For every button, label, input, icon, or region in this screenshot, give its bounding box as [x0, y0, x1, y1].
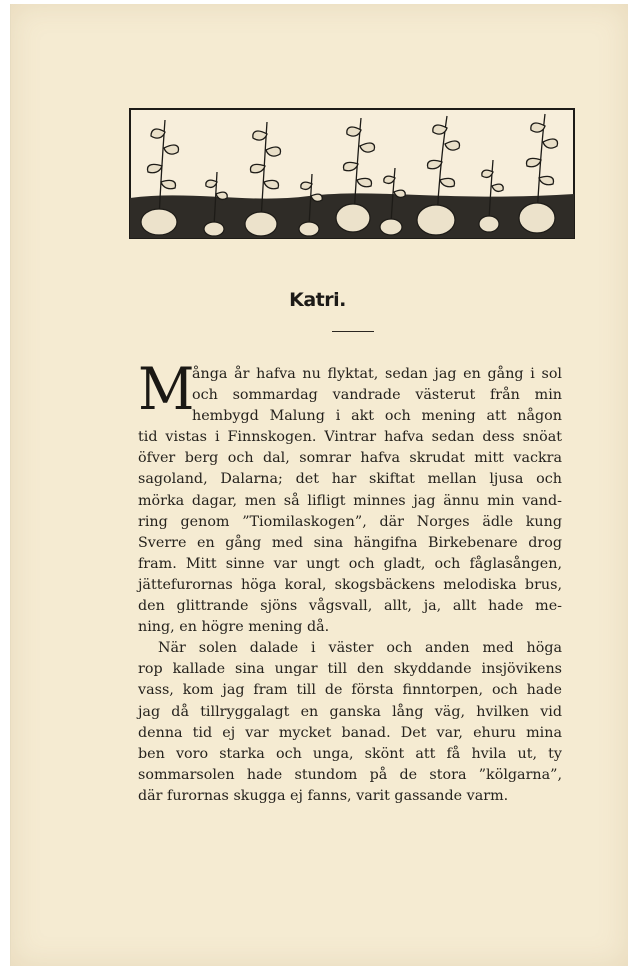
text-line: Sverre en gång med sina hängifna Birkebenare drog [138, 534, 562, 551]
text-line: hembygd Malung i akt och mening att någon [192, 408, 562, 425]
text-line: fram. Mitt sinne var ungt och gladt, och fåglasången, [138, 555, 562, 572]
chapter-title: Katri. [289, 289, 346, 311]
text-line: ring genom ”Tiomilaskogen”, där Norges ädle kung [138, 513, 562, 530]
text-line: ben voro starka och unga, skönt att få hvila ut, ty [138, 745, 562, 762]
text-line: mörka dagar, men så lifligt minnes jag ännu min vand- [138, 492, 562, 509]
text-line: sommarsolen hade stundom på de stora ”kölgarna”, [138, 766, 562, 783]
text-line: jag då tillryggalagt en ganska lång väg, hvilken vid [138, 703, 562, 720]
text-line: öfver berg och dal, somrar hafva skrudat mitt vackra [138, 450, 562, 467]
text-line: där furornas skugga ej fanns, varit gassande varm. [138, 787, 509, 804]
text-line: sagoland, Dalarna; det har skiftat mellan ljusa och [138, 471, 562, 488]
decorative-vignette [129, 108, 575, 239]
body-text [138, 355, 562, 807]
text-line: och sommardag vandrade västerut från min [192, 387, 562, 404]
text-line: vass, kom jag fram till de första finntorpen, och hade [138, 682, 562, 699]
text-line: ning, en högre mening då. [138, 619, 330, 636]
text-line: rop kallade sina ungar till den skyddande insjövikens [138, 661, 562, 678]
text-line: denna tid ej var mycket banad. Det var, ehuru mina [138, 724, 562, 741]
text-line: ånga år hafva nu flyktat, sedan jag en gång i sol [192, 366, 562, 382]
title-rule [332, 331, 374, 332]
text-line: jättefurornas höga koral, skogsbäckens melodiska brus, [138, 576, 562, 593]
text-line: den glittrande sjöns vågsvall, allt, ja, allt hade me- [138, 598, 562, 615]
text-line: När solen dalade i väster och anden med höga [158, 640, 562, 657]
drop-cap: M [138, 355, 195, 423]
seedlings-illustration [129, 108, 575, 239]
text-line: tid vistas i Finnskogen. Vintrar hafva sedan dess snöat [138, 429, 562, 446]
